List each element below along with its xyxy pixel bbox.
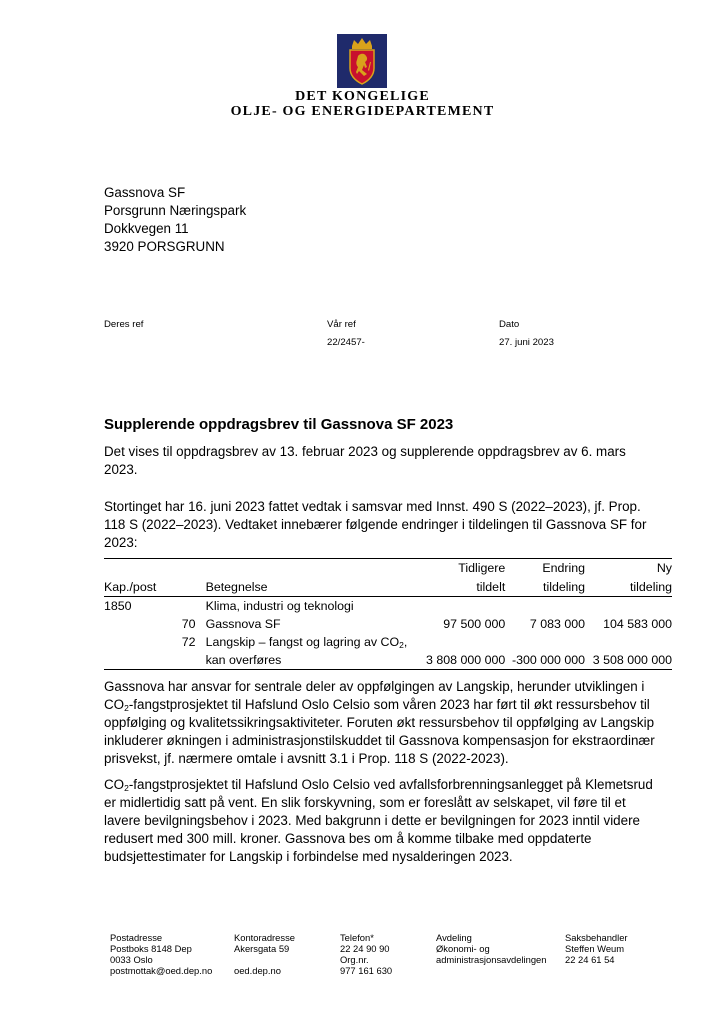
footer-telefon-l3: 977 161 630 [340, 965, 393, 976]
row-betegnelse [206, 633, 418, 651]
header-tidligere-2: tildelt [418, 577, 505, 597]
intro-text: Det vises til oppdragsbrev av 13. februar 2023 og supplerende oppdragsbrev av 6. mars 2023. [104, 444, 626, 477]
footer-saksbehandler [565, 932, 628, 965]
header-endring-2: tildeling [505, 577, 585, 597]
table-row [104, 633, 672, 651]
para3-sub: 2 [124, 703, 129, 713]
letter-title: Supplerende oppdragsbrev til Gassnova SF 2023 [104, 416, 454, 433]
footer-kontoradresse-l1: Akersgata 59 [234, 943, 290, 954]
footer-saksbehandler-l2: 22 24 61 54 [565, 954, 615, 965]
footer-website-link[interactable]: oed.dep.no [234, 965, 281, 976]
row-kap: 1850 [104, 599, 132, 613]
footer-kontoradresse [234, 932, 295, 976]
var-ref-value: 22/2457- [327, 337, 365, 348]
deres-ref-label: Deres ref [104, 319, 144, 330]
footer-avdeling-l1: Økonomi- og [436, 943, 490, 954]
dato-value: 27. juni 2023 [499, 337, 554, 348]
budget-table [104, 558, 672, 670]
footer-kontoradresse-label: Kontoradresse [234, 932, 295, 943]
footer-postadresse-label: Postadresse [110, 932, 163, 943]
vedtak-text: Stortinget har 16. juni 2023 fattet vedtak i samsvar med Innst. 490 S (2022–2023), jf. Prop. 118 S (2022–2023). Vedtaket innebærer følgende endringer i tildelingen til Gassnova SF for 2023: [104, 499, 647, 550]
header-ny-2: tildeling [585, 577, 672, 597]
footer-postadresse-email[interactable]: postmottak@oed.dep.no [110, 965, 213, 976]
table-row [104, 615, 672, 633]
recipient-name: Gassnova SF [104, 185, 186, 200]
recipient-line2: Porsgrunn Næringspark [104, 203, 247, 218]
letterhead-line-1: DET KONGELIGE [295, 89, 430, 104]
langskip-paragraph [104, 678, 659, 768]
row-betegnelse: Klima, industri og teknologi [205, 599, 354, 613]
para3-part-b: -fangstprosjektet til Hafslund Oslo Celsio som våren 2023 har ført til økt ressursbehov til oppfølging og kvalitetssikringsaktiviteter. Foruten økt ressursbehov til oppfølging av Langskip inkluderer økningen i administrasjonstilskuddet til Gassnova kompensasjon for ekstraordinær prisvekst, jf. nærmere omtale i avsnitt 3.1 i Prop. 118 S (2022-2023). [104, 697, 655, 766]
vedtak-paragraph [104, 498, 659, 552]
table-row [104, 651, 672, 670]
coat-of-arms-logo [337, 34, 387, 88]
row-tidligere: 97 500 000 [443, 617, 506, 631]
row-endring: 7 083 000 [529, 617, 586, 631]
row-tidligere: 3 808 000 000 [418, 651, 505, 670]
footer-postadresse-l2: 0033 Oslo [110, 954, 153, 965]
celsio-paragraph [104, 776, 659, 866]
row-betegnelse-sub: 2 [399, 640, 404, 650]
recipient-street: Dokkvegen 11 [104, 221, 189, 236]
header-tidligere-1: Tidligere [418, 559, 505, 578]
recipient-postal: 3920 PORSGRUNN [104, 239, 225, 254]
row-betegnelse: Gassnova SF [205, 617, 281, 631]
para4-sub: 2 [124, 783, 129, 793]
intro-paragraph [104, 443, 659, 479]
row-post: 72 [181, 635, 196, 649]
footer-avdeling-l2: administrasjonsavdelingen [436, 954, 547, 965]
table-row [104, 597, 672, 616]
footer-telefon-l1: 22 24 90 90 [340, 943, 390, 954]
footer-avdeling-label: Avdeling [436, 932, 472, 943]
row-endring: -300 000 000 [505, 651, 585, 670]
para4-part-a: CO [104, 777, 125, 792]
row-ny: 3 508 000 000 [585, 651, 672, 670]
footer-telefon [340, 932, 392, 976]
row-betegnelse-part-a: Langskip – fangst og lagring av CO [205, 635, 400, 649]
footer-postadresse-l1: Postboks 8148 Dep [110, 943, 192, 954]
header-betegnelse: Betegnelse [206, 577, 418, 597]
var-ref-label: Vår ref [327, 319, 356, 330]
header-endring-1: Endring [505, 559, 585, 578]
footer-telefon-label: Telefon* [340, 932, 374, 943]
header-kap-post: Kap./post [104, 577, 206, 597]
dato-label: Dato [499, 319, 520, 330]
row-betegnelse-2: kan overføres [206, 651, 418, 670]
footer-avdeling [436, 932, 546, 965]
footer-saksbehandler-l1: Steffen Weum [565, 943, 625, 954]
row-post: 70 [181, 617, 196, 631]
row-betegnelse-part-b: , [403, 635, 408, 649]
row-ny: 104 583 000 [603, 617, 672, 631]
para4-part-b: -fangstprosjektet til Hafslund Oslo Celsio ved avfallsforbrenningsanlegget på Klemetsrud er midlertidig satt på vent. En slik forskyvning, som er foreslått av selskapet, vil føre til et lavere bevilgningsbehov i 2023. Med bakgrunn i dette er bevilgningen for 2023 inntil videre redusert med 300 mill. kroner. Gassnova bes om å komme tilbake med oppdaterte budsjettestimater for Langskip i forbindelse med nysalderingen 2023. [104, 777, 653, 864]
footer-telefon-l2: Org.nr. [340, 954, 369, 965]
table-header-row-2 [104, 577, 672, 597]
footer-saksbehandler-label: Saksbehandler [565, 932, 628, 943]
para3-part-a: Gassnova har ansvar for sentrale deler av oppfølgingen av Langskip, herunder utviklingen i CO [104, 679, 645, 712]
coat-of-arms-icon [337, 34, 387, 88]
letterhead-line-2: OLJE- OG ENERGIDEPARTEMENT [230, 104, 495, 119]
footer-postadresse [110, 932, 212, 976]
header-ny-1: Ny [585, 559, 672, 578]
table-header-row-1 [104, 559, 672, 578]
